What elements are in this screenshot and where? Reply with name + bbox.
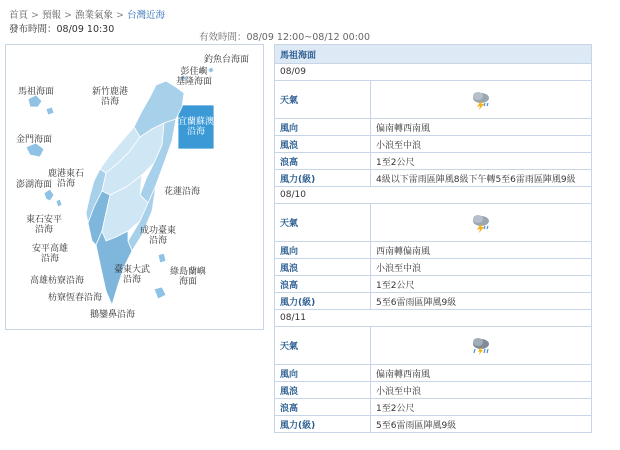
forecast-date: 08/10	[275, 187, 592, 204]
island-penghu[interactable]	[44, 189, 54, 201]
thunderstorm-icon	[470, 213, 492, 233]
island-kinmen[interactable]	[26, 143, 44, 157]
label-penghu[interactable]: 澎湖海面	[16, 180, 53, 190]
breadcrumb: 首頁 > 預報 > 漁業氣象 > 台灣近海	[9, 10, 165, 21]
wind-force-value: 5至6雷雨區陣風9級	[371, 293, 592, 310]
rain-thunder-icon	[470, 336, 492, 356]
label-wave-height: 浪高	[275, 276, 371, 293]
wave-height-value: 1至2公尺	[371, 399, 592, 416]
breadcrumb-current: 台灣近海	[126, 10, 165, 21]
sea-area-map	[5, 44, 264, 330]
forecast-date: 08/11	[275, 310, 592, 327]
label-yilan[interactable]: 宜蘭蘇澳 沿海	[178, 117, 215, 137]
label-fangliao[interactable]: 枋寮恆春沿海	[48, 293, 103, 303]
label-hsinchu[interactable]: 新竹鹿港 沿海	[92, 87, 129, 107]
label-eluanbi[interactable]: 鵝鑾鼻沿海	[90, 310, 136, 320]
label-lukang[interactable]: 鹿港東石 沿海	[48, 169, 85, 189]
wind-dir-value: 西南轉偏南風	[371, 242, 592, 259]
breadcrumb-forecast-link[interactable]: 預報	[41, 10, 61, 21]
wave-height-value: 1至2公尺	[371, 153, 592, 170]
island-lanyu[interactable]	[154, 287, 166, 299]
weather-cell	[371, 327, 592, 365]
island-penghu-small[interactable]	[56, 199, 62, 207]
wind-force-value: 5至6雷雨區陣風9級	[371, 416, 592, 433]
label-taitung[interactable]: 臺東大武 沿海	[114, 265, 151, 285]
label-wave-height: 浪高	[275, 399, 371, 416]
label-kinmen[interactable]: 金門海面	[16, 135, 53, 145]
label-wind-force: 風力(級)	[275, 170, 371, 187]
wind-wave-value: 小浪至中浪	[371, 259, 592, 276]
forecast-date: 08/09	[275, 64, 592, 81]
label-hualien[interactable]: 花蓮沿海	[164, 187, 201, 197]
label-wind-force: 風力(級)	[275, 293, 371, 310]
label-wind-wave: 風浪	[275, 259, 371, 276]
label-mazu[interactable]: 馬祖海面	[18, 87, 55, 97]
breadcrumb-fishery-link[interactable]: 漁業氣象	[74, 10, 113, 21]
label-wind-dir: 風向	[275, 365, 371, 382]
label-diaoyutai[interactable]: 釣魚台海面	[204, 55, 250, 65]
valid-period: 有效時間：08/09 12:00~08/12 00:00	[199, 32, 371, 43]
label-pengjia[interactable]: 彭佳嶼 基隆海面	[176, 67, 213, 87]
label-anping[interactable]: 安平高雄 沿海	[32, 244, 69, 264]
label-wind-dir: 風向	[275, 242, 371, 259]
label-weather: 天氣	[275, 204, 371, 242]
forecast-area-title: 馬祖海面	[275, 45, 592, 64]
weather-cell	[371, 81, 592, 119]
island-mazu-small[interactable]	[46, 107, 54, 115]
island-green[interactable]	[158, 253, 166, 263]
publish-time: 發布時間：08/09 10:30	[9, 24, 115, 35]
wind-wave-value: 小浪至中浪	[371, 382, 592, 399]
label-wind-wave: 風浪	[275, 136, 371, 153]
thunderstorm-icon	[470, 90, 492, 110]
weather-cell	[371, 204, 592, 242]
breadcrumb-home-link[interactable]: 首頁	[9, 10, 29, 21]
wave-height-value: 1至2公尺	[371, 276, 592, 293]
label-weather: 天氣	[275, 327, 371, 365]
label-wind-dir: 風向	[275, 119, 371, 136]
label-dongshi[interactable]: 東石安平 沿海	[26, 215, 63, 235]
label-greenisland[interactable]: 綠島蘭嶼 海面	[170, 267, 207, 287]
label-weather: 天氣	[275, 81, 371, 119]
label-wind-force: 風力(級)	[275, 416, 371, 433]
forecast-table	[274, 44, 592, 433]
label-wave-height: 浪高	[275, 153, 371, 170]
label-wind-wave: 風浪	[275, 382, 371, 399]
wind-force-value: 4級以下雷雨區陣風8級下午轉5至6雷雨區陣風9級	[371, 170, 592, 187]
wind-dir-value: 偏南轉西南風	[371, 365, 592, 382]
wind-wave-value: 小浪至中浪	[371, 136, 592, 153]
label-kaohsiung[interactable]: 高雄枋寮沿海	[30, 276, 85, 286]
label-chenggong[interactable]: 成功臺東 沿海	[140, 226, 177, 246]
wind-dir-value: 偏南轉西南風	[371, 119, 592, 136]
